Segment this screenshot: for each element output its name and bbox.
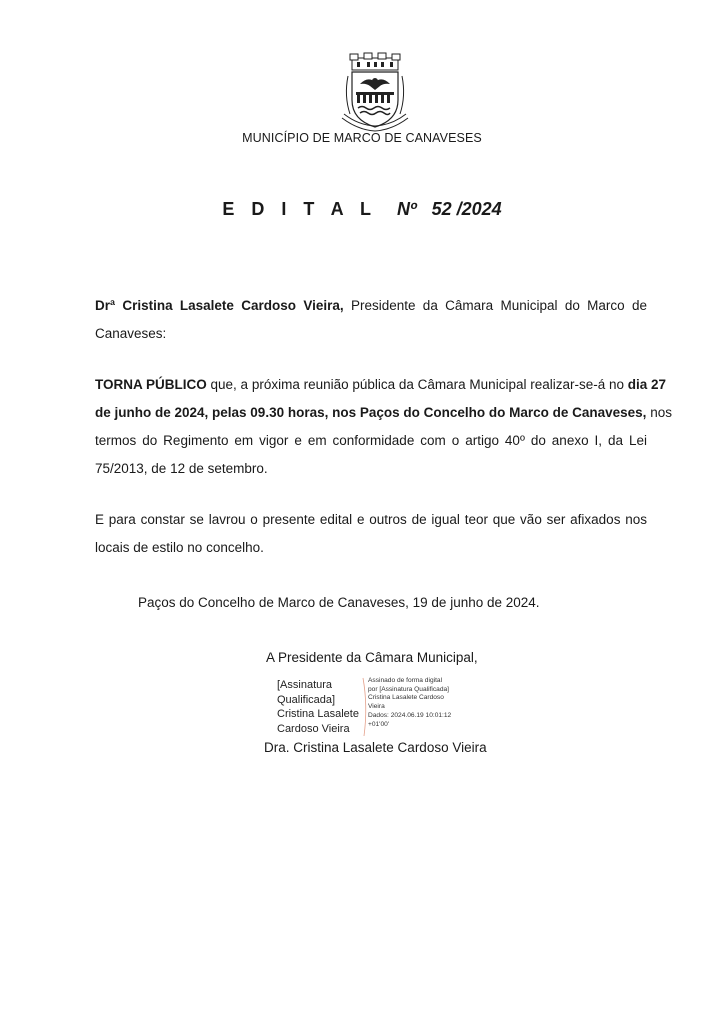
signature-name-block [277, 678, 359, 736]
municipal-crest-icon [338, 52, 412, 132]
signature-detail-line: por [Assinatura Qualificada] [368, 685, 449, 693]
announcement-line-3: termos do Regimento em vigor e em conformidade com o artigo 40º do anexo I, da Lei [95, 433, 647, 448]
president-role: A Presidente da Câmara Municipal, [266, 650, 478, 665]
signature-detail-line: Dados: 2024.06.19 10:01:12 [368, 711, 452, 719]
signature-detail-line: +01'00' [368, 720, 390, 728]
signature-detail-line: Vieira [368, 703, 385, 711]
signature-line: [Assinatura [277, 679, 333, 691]
intro-text: Presidente da Câmara Municipal do Marco de [350, 298, 648, 313]
place-date: Paços do Concelho de Marco de Canaveses, 19 de junho de 2024. [138, 595, 540, 610]
announcement-line-2 [95, 399, 672, 427]
edital-number: Nº 52 /2024 [397, 199, 502, 219]
digital-signature-details [368, 677, 468, 729]
posting-line-2: locais de estilo no concelho. [95, 540, 264, 555]
signature-line: Cristina Lasalete [277, 708, 359, 720]
meeting-details-bold: de junho de 2024, pelas 09.30 horas, nos Paços do Concelho do Marco de Canaveses, [95, 405, 647, 420]
edital-title [0, 199, 724, 220]
signature-detail-line: Assinado de forma digital [368, 677, 443, 684]
signature-detail-line: Cristina Lasalete Cardoso [368, 694, 444, 702]
posting-paragraph [95, 506, 647, 562]
announcement-line-1 [95, 371, 667, 399]
president-name-bold: Drª Cristina Lasalete Cardoso Vieira, [95, 298, 344, 313]
announcement-text-2: nos [650, 405, 672, 420]
municipality-heading: MUNICÍPIO DE MARCO DE CANAVESES [242, 131, 482, 145]
torna-publico-bold: TORNA PÚBLICO [95, 377, 207, 392]
intro-paragraph [95, 292, 647, 348]
meeting-day-bold: dia 27 [627, 377, 667, 392]
posting-line-1: E para constar se lavrou o presente edital e outros de igual teor que vão ser afixados nos [95, 512, 647, 527]
announcement-text-1: que, a próxima reunião pública da Câmara Municipal realizar-se-á no [210, 377, 624, 392]
intro-line-2: Canaveses: [95, 326, 167, 341]
signature-line: Cardoso Vieira [277, 722, 350, 735]
announcement-line-4: 75/2013, de 12 de setembro. [95, 461, 268, 476]
signer-name: Dra. Cristina Lasalete Cardoso Vieira [264, 740, 487, 755]
signature-line: Qualificada] [277, 693, 336, 706]
announcement-paragraph [95, 371, 672, 483]
edital-word: E D I T A L [222, 199, 377, 219]
intro-line-1 [95, 292, 647, 320]
